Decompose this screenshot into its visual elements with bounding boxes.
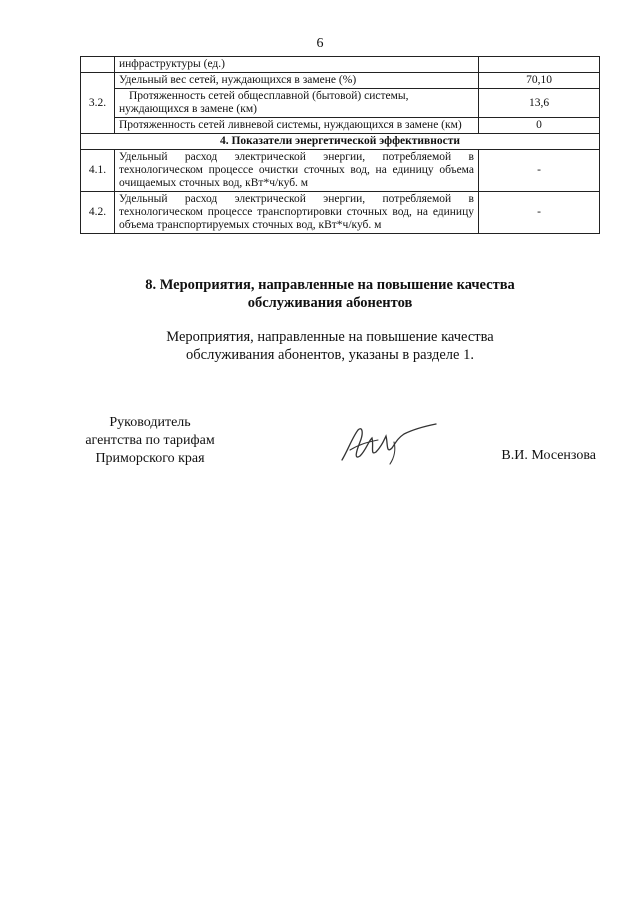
section-8-body: [60, 328, 600, 364]
row-text: Протяженность сетей ливневой системы, нуждающихся в замене (км): [115, 118, 479, 134]
table-row: [81, 150, 600, 192]
row-text: Удельный расход электрической энергии, потребляемой в технологическом процессе очистки сточных вод, на единицу объема очищаемых сточных вод, кВт*ч/куб. м: [115, 150, 479, 192]
row-number: 3.2.: [81, 73, 115, 134]
signer-title-line: Приморского края: [95, 451, 205, 466]
section-8-title: [60, 276, 600, 312]
row-value: [479, 57, 600, 73]
table-row: [81, 192, 600, 234]
row-text: Удельный расход электрической энергии, потребляемой в технологическом процессе транспортировки сточных вод, на единицу объема транспортируемых сточных вод, кВт*ч/куб. м: [115, 192, 479, 234]
row-value: 70,10: [479, 73, 600, 89]
signer-title-line: агентства по тарифам: [85, 433, 215, 448]
row-number: [81, 57, 115, 73]
table-row: [81, 73, 600, 89]
indicators-table: [80, 56, 600, 234]
page-number: 6: [316, 36, 324, 51]
row-number: 4.1.: [81, 150, 115, 192]
row-number: 4.2.: [81, 192, 115, 234]
signer-name: В.И. Мосензова: [501, 448, 596, 463]
table-section-row: [81, 134, 600, 150]
table-row: [81, 57, 600, 73]
row-value: -: [479, 192, 600, 234]
row-text: Удельный вес сетей, нуждающихся в замене (%): [115, 73, 479, 89]
row-value: 0: [479, 118, 600, 134]
signer-title-line: Руководитель: [109, 415, 191, 430]
signer-title: [60, 414, 240, 468]
section-heading: 4. Показатели энергетической эффективности: [81, 134, 600, 150]
section-body-line: Мероприятия, направленные на повышение качества: [166, 329, 494, 345]
row-text: Протяженность сетей общесплавной (бытовой) системы, нуждающихся в замене (км): [115, 89, 479, 118]
section-body-line: обслуживания абонентов, указаны в разделе 1.: [186, 347, 474, 363]
handwritten-signature-icon: [338, 420, 438, 466]
section-title-line: 8. Мероприятия, направленные на повышение качества: [145, 277, 515, 293]
section-title-line: обслуживания абонентов: [247, 295, 413, 311]
table-row: [81, 118, 600, 134]
row-value: -: [479, 150, 600, 192]
row-value: 13,6: [479, 89, 600, 118]
row-text: инфраструктуры (ед.): [115, 57, 479, 73]
table-row: [81, 89, 600, 118]
